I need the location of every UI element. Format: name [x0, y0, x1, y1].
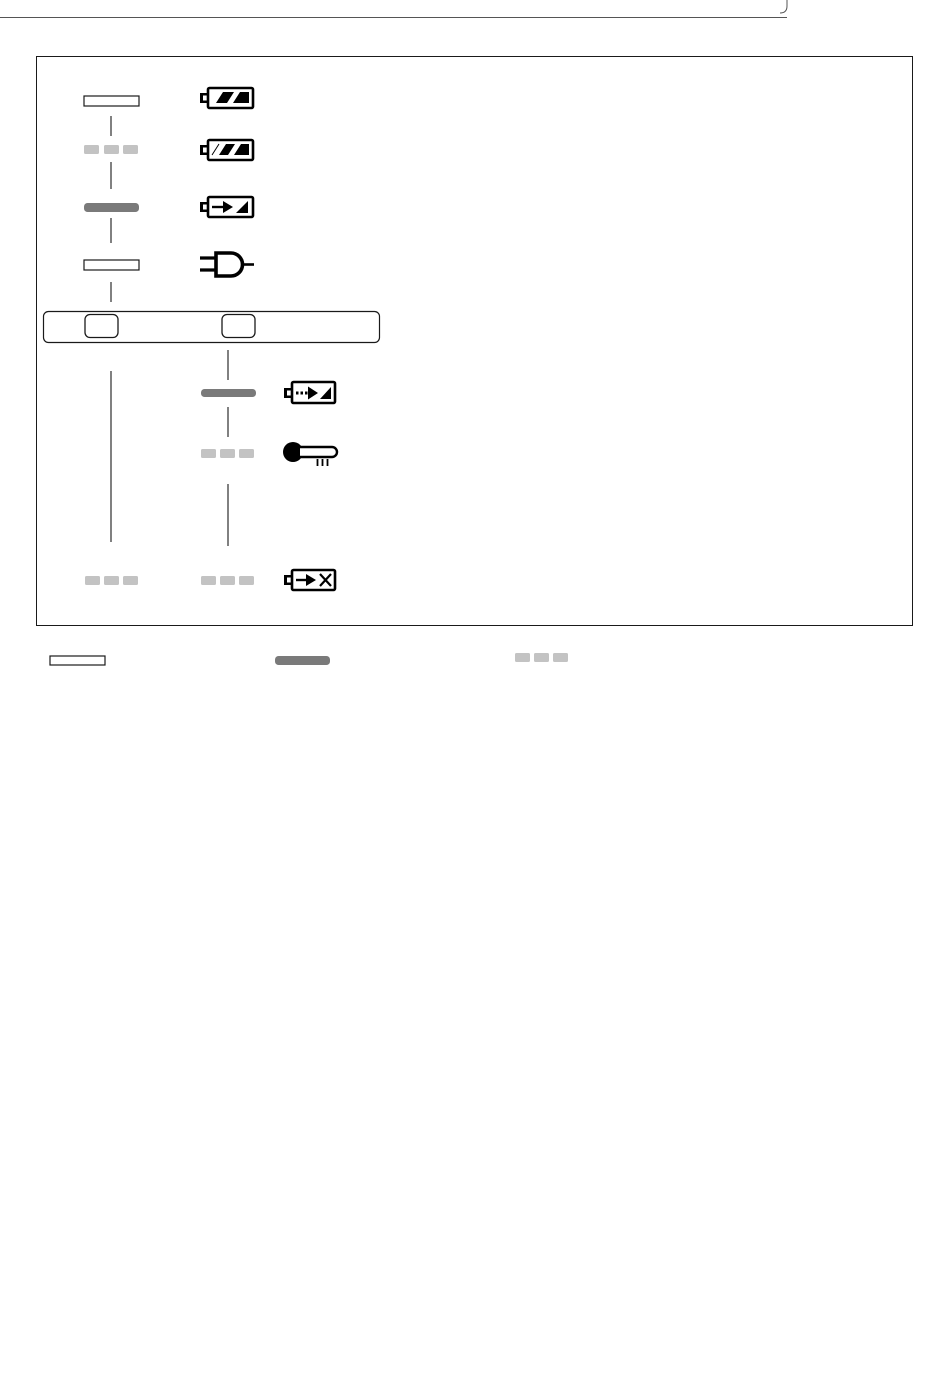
led-blinking — [84, 145, 138, 154]
led-blinking — [85, 576, 138, 585]
led-solid-grey — [201, 389, 256, 397]
led-solid-white — [84, 260, 139, 270]
battery-charging-icon — [200, 197, 253, 217]
right-button[interactable] — [222, 315, 255, 338]
thermometer-icon — [283, 442, 337, 466]
battery-partial-icon — [200, 140, 253, 160]
legend-solid-grey — [275, 656, 330, 665]
legend-blinking — [515, 653, 568, 662]
led-solid-grey — [84, 203, 139, 212]
led-blinking — [201, 576, 254, 585]
power-plug-icon — [200, 253, 254, 276]
left-button[interactable] — [85, 315, 118, 338]
battery-charge-error-icon — [284, 570, 335, 590]
battery-charging-dotted-icon — [284, 382, 335, 403]
battery-full-icon — [200, 88, 253, 108]
legend — [50, 653, 568, 665]
legend-solid-white — [50, 656, 105, 665]
led-blinking — [201, 449, 254, 458]
led-solid-white — [84, 96, 139, 106]
